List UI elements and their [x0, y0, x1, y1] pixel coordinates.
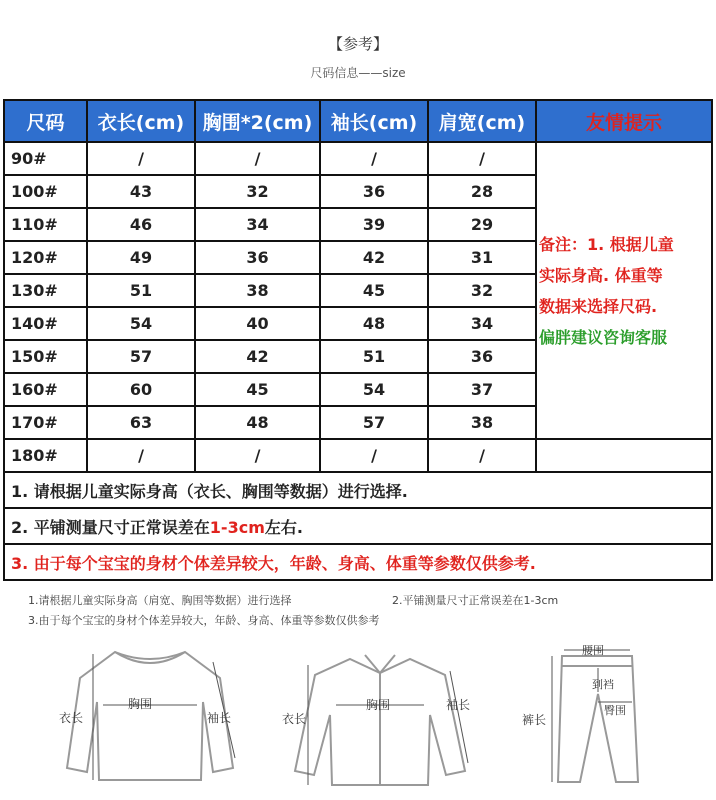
table-cell: / — [428, 142, 536, 175]
table-cell: 100# — [4, 175, 87, 208]
header-shoulder: 肩宽(cm) — [428, 100, 536, 142]
table-cell: 150# — [4, 340, 87, 373]
table-cell: 28 — [428, 175, 536, 208]
table-row — [4, 439, 712, 472]
note-row — [4, 544, 712, 580]
table-cell: 43 — [87, 175, 195, 208]
page-heading: 【参考】 — [327, 35, 388, 53]
table-cell: 46 — [87, 208, 195, 241]
table-cell: 42 — [320, 241, 428, 274]
table-cell: 54 — [320, 373, 428, 406]
sleeve-line — [450, 671, 468, 763]
table-cell: 60 — [87, 373, 195, 406]
note-line-2-text: 2. 平铺测量尺寸正常误差在 — [11, 517, 210, 537]
small-note-1: 1.请根据儿童实际身高（肩宽、胸围等数据）进行选择 — [28, 594, 292, 607]
length-label: 衣长 — [59, 711, 84, 725]
table-cell: 48 — [320, 307, 428, 340]
table-cell: / — [428, 439, 536, 472]
note-row — [4, 508, 712, 544]
table-cell: / — [195, 439, 320, 472]
table-cell: 34 — [195, 208, 320, 241]
page-subheading: 尺码信息——size — [310, 66, 406, 80]
table-header-row — [4, 100, 712, 142]
table-cell: 51 — [320, 340, 428, 373]
table-cell: 42 — [195, 340, 320, 373]
table-cell: 180# — [4, 439, 87, 472]
table-cell: 36 — [195, 241, 320, 274]
note-line-1: 1. 请根据儿童实际身高（衣长、胸围等数据）进行选择. — [4, 472, 712, 508]
header-chest: 胸围*2(cm) — [195, 100, 320, 142]
tip-line-green: 偏胖建议咨询客服 — [539, 327, 668, 347]
shirt-shape — [295, 655, 465, 785]
table-cell-empty — [536, 439, 712, 472]
header-tips: 友情提示 — [536, 100, 712, 142]
table-cell: 45 — [320, 274, 428, 307]
table-cell: 29 — [428, 208, 536, 241]
table-cell: 51 — [87, 274, 195, 307]
table-cell: 32 — [195, 175, 320, 208]
table-cell: 34 — [428, 307, 536, 340]
chest-label: 胸围 — [128, 697, 153, 711]
length-label: 裤长 — [522, 713, 547, 727]
table-cell: 160# — [4, 373, 87, 406]
table-cell: / — [87, 439, 195, 472]
note-row — [4, 472, 712, 508]
header-sleeve: 袖长(cm) — [320, 100, 428, 142]
tip-line: 数据来选择尺码. — [539, 296, 658, 316]
table-cell: 110# — [4, 208, 87, 241]
header-size: 尺码 — [4, 100, 87, 142]
tshirt-diagram — [55, 640, 245, 790]
chest-label: 胸围 — [366, 698, 391, 712]
shirt-diagram — [280, 645, 480, 795]
table-cell: 38 — [428, 406, 536, 439]
table-cell: 40 — [195, 307, 320, 340]
note-line-2-highlight: 1-3cm — [209, 517, 265, 537]
table-cell: 32 — [428, 274, 536, 307]
table-cell: / — [195, 142, 320, 175]
table-cell: 49 — [87, 241, 195, 274]
waist-label: 腰围 — [582, 644, 604, 657]
sleeve-label: 袖长 — [446, 698, 471, 712]
tip-line: 实际身高. 体重等 — [539, 265, 663, 285]
table-cell: 36 — [320, 175, 428, 208]
size-table — [3, 99, 713, 581]
table-cell: 140# — [4, 307, 87, 340]
sleeve-label: 袖长 — [207, 711, 232, 725]
header-length: 衣长(cm) — [87, 100, 195, 142]
table-cell: 90# — [4, 142, 87, 175]
table-cell: 38 — [195, 274, 320, 307]
table-cell: 39 — [320, 208, 428, 241]
table-cell: / — [320, 142, 428, 175]
length-label: 衣长 — [282, 712, 307, 726]
table-cell: / — [87, 142, 195, 175]
table-cell: 57 — [87, 340, 195, 373]
table-cell: 31 — [428, 241, 536, 274]
note-line-2-tail: 左右. — [264, 517, 303, 537]
crotch-label: 到裆 — [592, 678, 614, 691]
table-cell: 48 — [195, 406, 320, 439]
table-row — [4, 142, 712, 175]
note-line-3: 3. 由于每个宝宝的身材个体差异较大，年龄、身高、体重等参数仅供参考. — [4, 544, 712, 580]
table-cell: 54 — [87, 307, 195, 340]
pants-diagram — [520, 642, 670, 792]
table-cell: 130# — [4, 274, 87, 307]
sleeve-line — [213, 662, 235, 758]
tip-line: 备注：1. 根据儿童 — [539, 234, 674, 254]
table-cell: 37 — [428, 373, 536, 406]
note-line-2 — [4, 508, 712, 544]
table-cell: / — [320, 439, 428, 472]
tips-cell — [536, 142, 712, 439]
table-cell: 36 — [428, 340, 536, 373]
table-cell: 120# — [4, 241, 87, 274]
table-cell: 63 — [87, 406, 195, 439]
hip-label: 臀围 — [604, 704, 626, 717]
table-cell: 45 — [195, 373, 320, 406]
small-note-3: 3.由于每个宝宝的身材个体差异较大，年龄、身高、体重等参数仅供参考 — [28, 614, 380, 627]
table-cell: 57 — [320, 406, 428, 439]
small-note-2: 2.平铺测量尺寸正常误差在1-3cm — [392, 594, 559, 607]
table-cell: 170# — [4, 406, 87, 439]
